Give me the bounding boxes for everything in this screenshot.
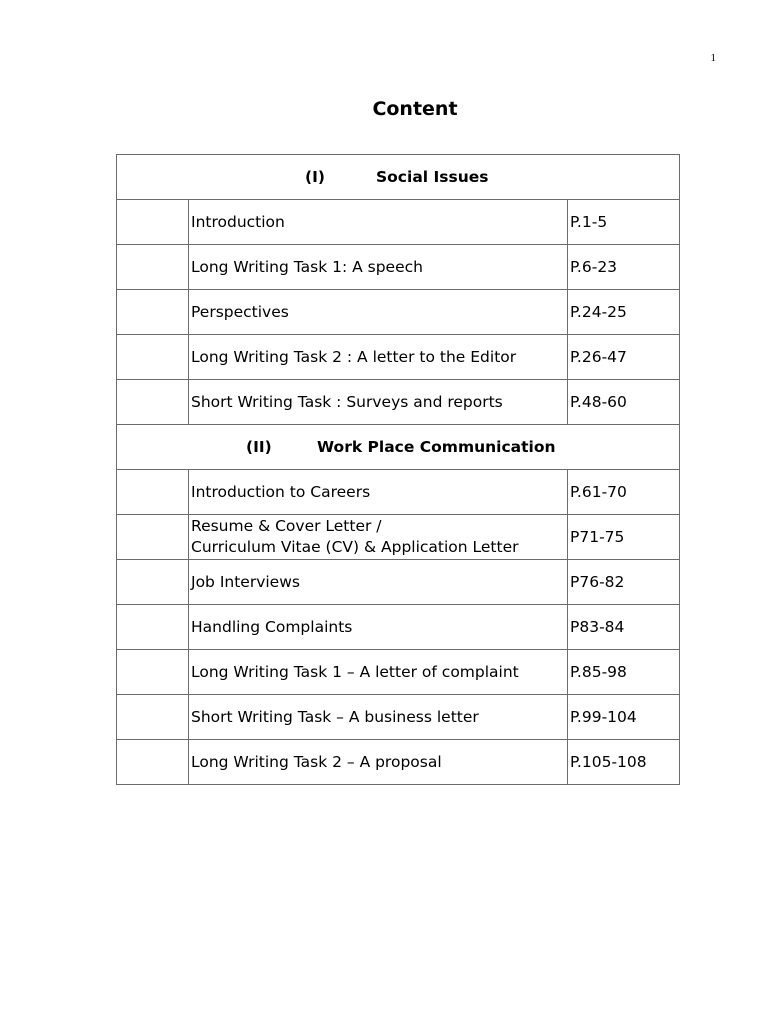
table-row bbox=[117, 380, 680, 425]
section-number: (I) bbox=[305, 168, 325, 186]
entry-pages: P76-82 bbox=[568, 560, 680, 605]
entry-title: Introduction to Careers bbox=[189, 470, 568, 515]
table-row bbox=[117, 245, 680, 290]
entry-title: Handling Complaints bbox=[189, 605, 568, 650]
blank-cell bbox=[117, 740, 189, 785]
entry-title: Long Writing Task 2 : A letter to the Editor bbox=[189, 335, 568, 380]
entry-title: Long Writing Task 1: A speech bbox=[189, 245, 568, 290]
table-row bbox=[117, 515, 680, 560]
entry-pages: P.1-5 bbox=[568, 200, 680, 245]
blank-cell bbox=[117, 650, 189, 695]
entry-pages: P83-84 bbox=[568, 605, 680, 650]
blank-cell bbox=[117, 335, 189, 380]
blank-cell bbox=[117, 605, 189, 650]
entry-title: Perspectives bbox=[189, 290, 568, 335]
table-row bbox=[117, 605, 680, 650]
blank-cell bbox=[117, 290, 189, 335]
table-row bbox=[117, 560, 680, 605]
entry-title: Long Writing Task 1 – A letter of complaint bbox=[189, 650, 568, 695]
page-title: Content bbox=[372, 98, 458, 120]
blank-cell bbox=[117, 470, 189, 515]
section-name: Work Place Communication bbox=[317, 438, 556, 456]
section-header-work-place-communication bbox=[117, 425, 680, 470]
entry-title: Long Writing Task 2 – A proposal bbox=[189, 740, 568, 785]
entry-title-line-2: Curriculum Vitae (CV) & Application Letter bbox=[191, 538, 519, 556]
entry-title-two-line bbox=[189, 515, 568, 560]
entry-pages: P.6-23 bbox=[568, 245, 680, 290]
table-row bbox=[117, 470, 680, 515]
blank-cell bbox=[117, 245, 189, 290]
section-name: Social Issues bbox=[376, 168, 489, 186]
table-row bbox=[117, 200, 680, 245]
section-number: (II) bbox=[246, 438, 272, 456]
section-header-row bbox=[117, 155, 680, 200]
table-row bbox=[117, 335, 680, 380]
blank-cell bbox=[117, 515, 189, 560]
entry-pages: P.24-25 bbox=[568, 290, 680, 335]
page-number: 1 bbox=[710, 52, 716, 64]
blank-cell bbox=[117, 560, 189, 605]
section-header-social-issues bbox=[117, 155, 680, 200]
blank-cell bbox=[117, 695, 189, 740]
entry-pages: P.85-98 bbox=[568, 650, 680, 695]
entry-pages: P.61-70 bbox=[568, 470, 680, 515]
table-row bbox=[117, 290, 680, 335]
table-row bbox=[117, 695, 680, 740]
blank-cell bbox=[117, 380, 189, 425]
entry-pages: P.105-108 bbox=[568, 740, 680, 785]
table-of-contents bbox=[116, 154, 680, 785]
table-row bbox=[117, 740, 680, 785]
entry-pages: P.99-104 bbox=[568, 695, 680, 740]
entry-title: Short Writing Task : Surveys and reports bbox=[189, 380, 568, 425]
entry-title: Job Interviews bbox=[189, 560, 568, 605]
table-row bbox=[117, 650, 680, 695]
entry-title: Short Writing Task – A business letter bbox=[189, 695, 568, 740]
entry-pages: P.48-60 bbox=[568, 380, 680, 425]
section-header-row bbox=[117, 425, 680, 470]
entry-title: Introduction bbox=[189, 200, 568, 245]
entry-title-line-1: Resume & Cover Letter / bbox=[191, 517, 382, 535]
entry-pages: P71-75 bbox=[568, 515, 680, 560]
entry-pages: P.26-47 bbox=[568, 335, 680, 380]
blank-cell bbox=[117, 200, 189, 245]
